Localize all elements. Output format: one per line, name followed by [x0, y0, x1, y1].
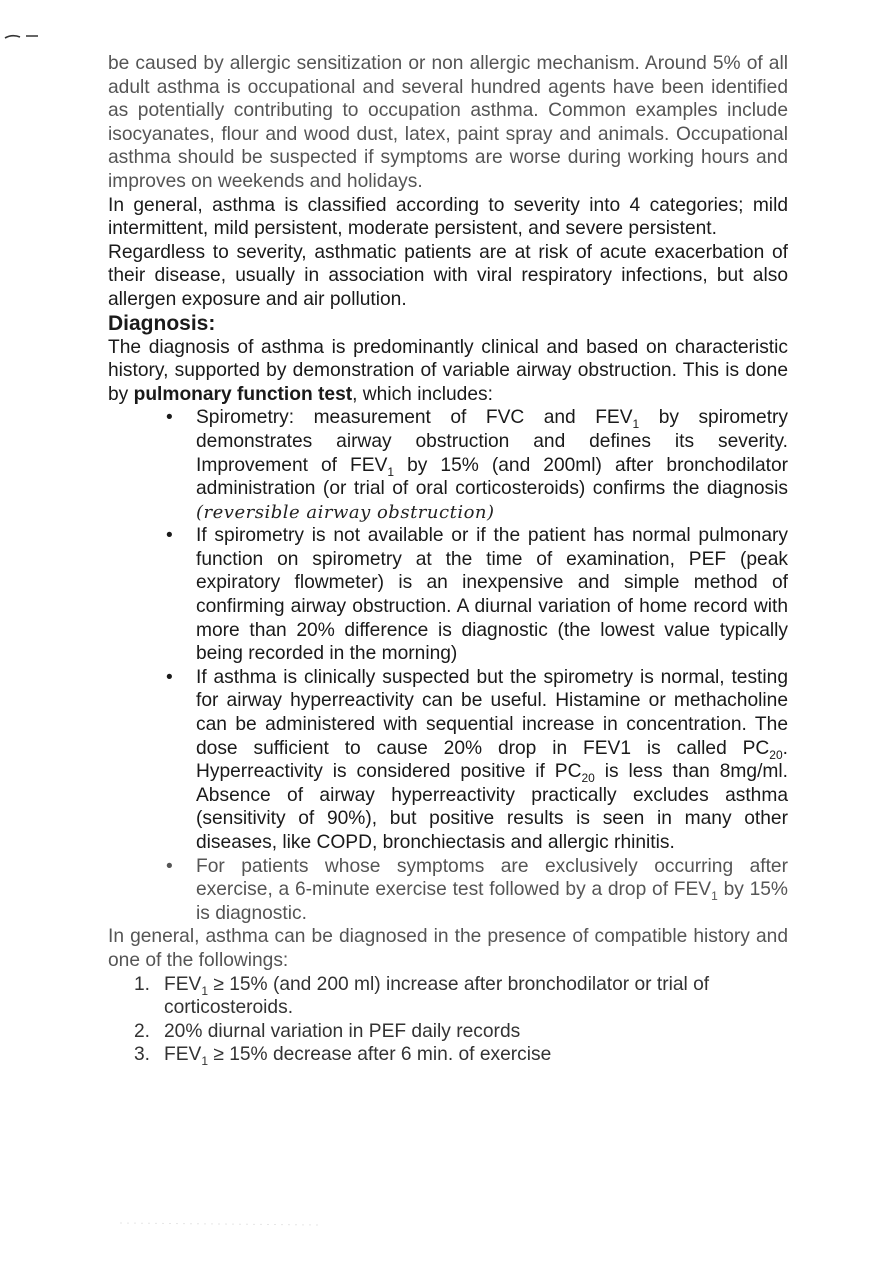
scan-noise — [120, 1215, 320, 1231]
intro-paragraph-exacerbation: Regardless to severity, asthmatic patients are at risk of acute exacerbation of their disease, usually in association with viral respiratory infections, but also allergen exposure and air pollution. — [108, 241, 788, 310]
pen-mark — [4, 32, 40, 40]
diagnosis-intro: The diagnosis of asthma is predominantly clinical and based on characteristic history, supported by demonstration of variable airway obstruction. This is done by pulmonary function test, which includes: — [108, 336, 788, 405]
handwritten-note: (reversible airway obstruction) — [196, 501, 495, 523]
criteria-list — [108, 973, 788, 1067]
intro-paragraph-occupational: be caused by allergic sensitization or non allergic mechanism. Around 5% of all adult asthma is occupational and several hundred agents have been identified as potentially contributing to occupation asthma. Common examples include isocyanates, flour and wood dust, latex, paint spray and animals. Occupational asthma should be suspected if symptoms are worse during working hours and improves on weekends and holidays. — [108, 53, 788, 192]
bullet-spirometry: • Spirometry: measurement of FVC and $FEV_1$ by spirometry demonstrates airway obstruction and defines its severity. Improvement of $FEV_1$ by 15% (and 200ml) after bronchodilator administration (or trial of oral corticosteroids) confirms the diagnosis (reversible airway obstruction) — [196, 406, 788, 524]
diagnosis-heading: Diagnosis: — [108, 311, 216, 335]
diagnosis-bullet-list — [108, 406, 788, 925]
intro-paragraph-severity: In general, asthma is classified according to severity into 4 categories; mild intermittent, mild persistent, moderate persistent, and severe persistent. — [108, 194, 788, 240]
bullet-hyperreactivity: • If asthma is clinically suspected but the spirometry is normal, testing for airway hyperreactivity can be useful. Histamine or methacholine can be administered with sequential increase in concentration. The dose sufficient to cause 20% drop in FEV1 is called $PC_{20}$. Hyperreactivity is considered positive if $PC_{20}$ is less than 8mg/ml. Absence of airway hyperreactivity practically excludes asthma (sensitivity of 90%), but positive results is seen in many other diseases, like COPD, bronchiectasis and allergic rhinitis. — [196, 666, 788, 855]
criteria-item: 3. $FEV_1 \ge 15\%$ decrease after 6 min. of exercise — [134, 1044, 552, 1069]
bullet-pef: • If spirometry is not available or if the patient has normal pulmonary function on spirometry at the time of examination, PEF (peak expiratory flowmeter) is an inexpensive and simple method of confirming airway obstruction. A diurnal variation of home record with more than 20% difference is diagnostic (the lowest value typically being recorded in the morning) — [196, 524, 788, 666]
criteria-item: 2. 20% diurnal variation in PEF daily records — [134, 1020, 521, 1042]
criteria-item: 1. $FEV_1 \ge 15\%$ (and 200 ml) increase after bronchodilator or trial of corticosteroids. — [134, 973, 710, 1019]
bullet-exercise: • For patients whose symptoms are exclusively occurring after exercise, a 6-minute exercise test followed by a drop of $FEV_1$ by 15% is diagnostic. — [196, 855, 788, 926]
diagnosis-summary: In general, asthma can be diagnosed in the presence of compatible history and one of the followings: — [108, 926, 788, 971]
document-page — [108, 52, 788, 1067]
